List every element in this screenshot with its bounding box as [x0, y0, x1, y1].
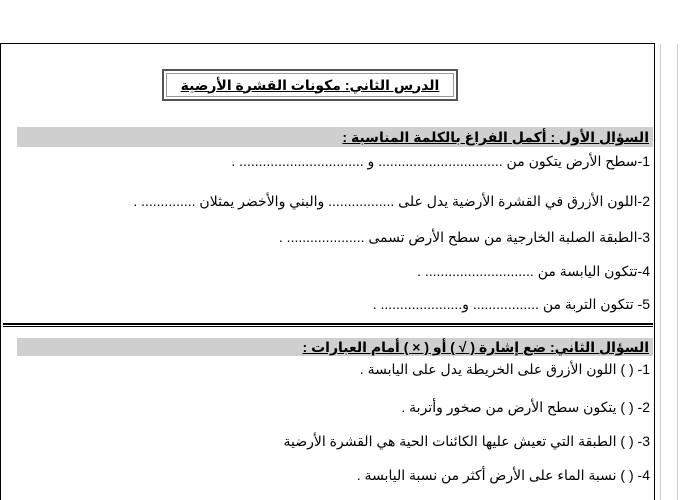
question2-header: السؤال الثاني: ضع إشارة ( √ ) أو ( × ) أمام العبارات : — [17, 338, 653, 356]
q1-item-3: 3-الطبقة الصلبة الخارجية من سطح الأرض تسمى .................... . — [278, 229, 650, 245]
q1-item-4: 4-تتكون اليابسة من ............................ . — [417, 263, 650, 279]
q1-item-5: 5- تتكون التربة من ................. و..................... . — [372, 296, 650, 312]
scrollbar-strip — [660, 44, 678, 500]
q2-item-2: 2- ( ) يتكون سطح الأرض من صخور وأتربة . — [401, 399, 650, 415]
q2-item-3: 3- ( ) الطبقة التي تعيش عليها الكائنات الحية هي القشرة الأرضية — [283, 433, 650, 449]
question1-header: السؤال الأول : أكمل الفراغ بالكلمة المناسبة : — [17, 127, 653, 147]
q2-item-1: 1- ( ) اللون الأزرق على الخريطة يدل على اليابسة . — [359, 361, 650, 377]
section-divider — [3, 323, 653, 327]
q1-item-1: 1-سطح الأرض يتكون من ................................ و ................................ . — [231, 153, 650, 169]
lesson-title-box — [162, 69, 458, 101]
q1-item-2: 2-اللون الأزرق في القشرة الأرضية يدل على ................. والبني والأخضر يمثلان .............. . — [133, 193, 650, 209]
lesson-title: الدرس الثاني: مكونات القشرة الأرضية — [166, 73, 454, 97]
q2-item-4: 4- ( ) نسبة الماء على الأرض أكثر من نسبة اليابسة . — [356, 467, 650, 483]
